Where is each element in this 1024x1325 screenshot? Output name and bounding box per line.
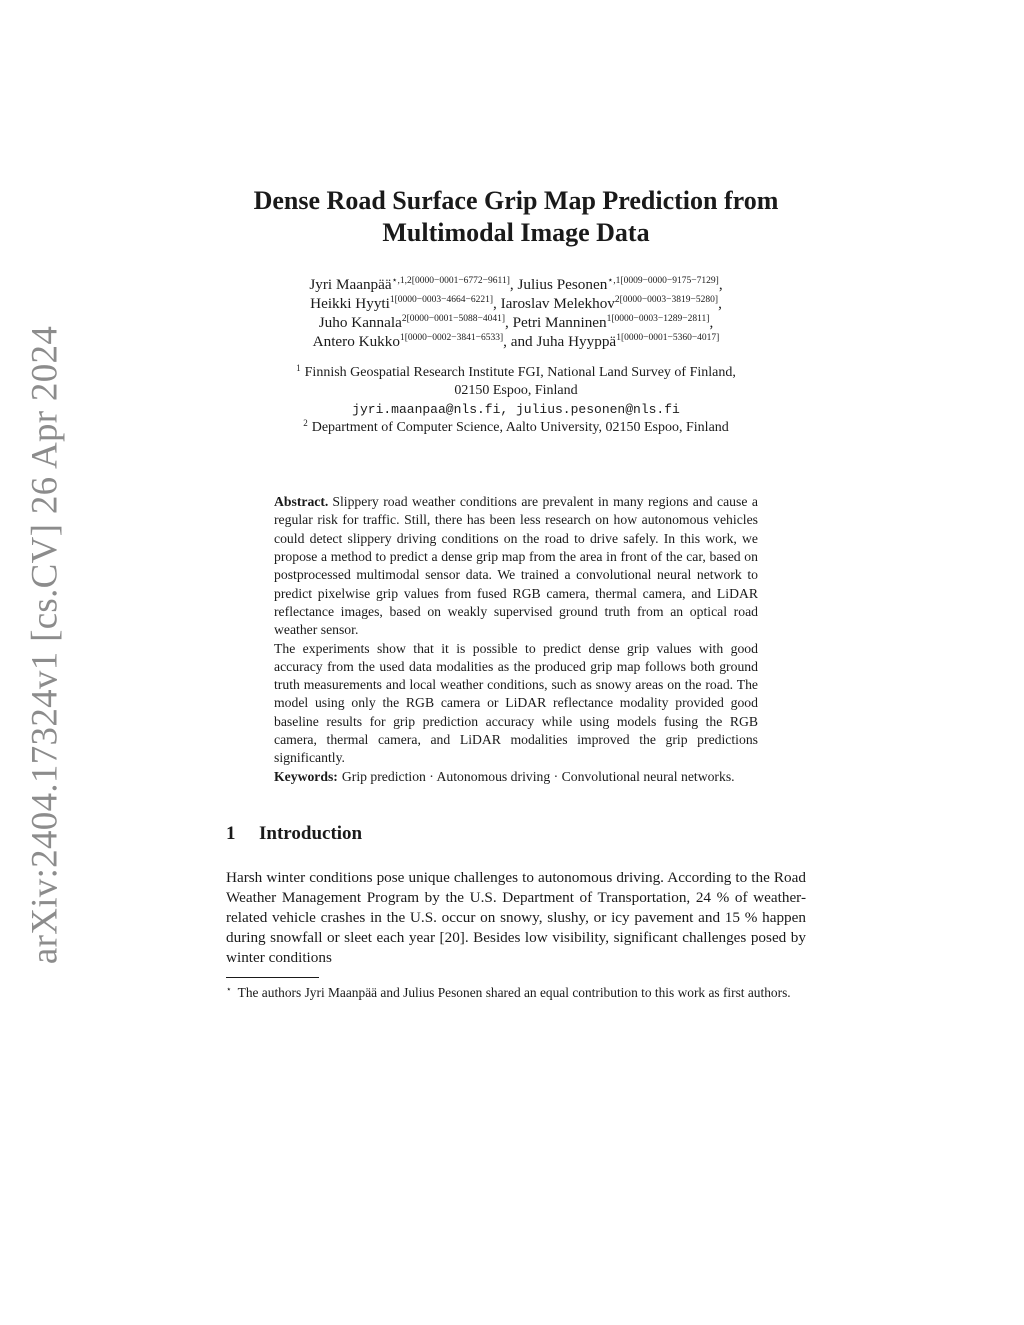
author-name: Antero Kukko [312,333,400,350]
author-name: Juha Hyyppä [536,333,617,350]
author-separator: , and [503,333,537,350]
footnote-divider [226,977,319,978]
footnote-text: The authors Jyri Maanpää and Julius Pesonen shared an equal contribution to this work as first authors. [237,984,791,1000]
author-separator: , [718,295,722,312]
author-name: Petri Manninen [512,314,607,331]
abstract-paragraph-2: The experiments show that it is possible to predict dense grip values with good accuracy from the used data modalities as the produced grip map follows both ground truth measurements and local weather conditions, such as snowy areas on the road. The model using only the RGB camera or LiDAR reflectance modality provided good baseline results for grip prediction accuracy while using models fusing the RGB camera, thermal camera, and LiDAR modalities improved the grip predictions significantly. [274,640,758,766]
author-emails: jyri.maanpaa@nls.fi, julius.pesonen@nls.fi [352,401,680,417]
author-affiliation-orcid: 2[0000−0001−5088−4041] [401,314,505,324]
author-name: Heikki Hyyti [310,295,390,312]
author-name: Iaroslav Melekhov [500,295,615,312]
author-name: Julius Pesonen [517,276,608,293]
abstract-text-1: Slippery road weather conditions are prevalent in many regions and cause a regular risk for traffic. Still, there has been less research on how autonomous vehicles could detect slippery driving conditions on the road to drive safely. In this work, we propose a method to predict a dense grip map from the area in front of the car, based on postprocessed multimodal sensor data. We trained a convolutional neural network to predict pixelwise grip values from fused RGB camera, thermal camera, and LiDAR reflectance images, based on weakly supervised ground truth from an optical road weather sensor. [274,494,758,638]
footnote [226,984,806,1002]
abstract-block [274,493,758,786]
affiliation-2 [226,419,806,437]
author-separator: , [509,276,518,293]
section-number: 1 [226,822,236,844]
footnote-marker: ⋆ [226,983,232,994]
author-name: Jyri Maanpää [309,276,392,293]
author-list [226,275,806,351]
paper-page [226,185,806,1002]
author-affiliation-orcid: 1[0000−0003−4664−6221] [389,295,494,305]
author-separator: , [718,276,723,293]
author-affiliation-orcid: 1[0000−0002−3841−6533] [399,333,504,343]
keywords [274,768,758,786]
author-affiliation-orcid: ⋆,1,2[0000−0001−6772−9611] [391,276,510,286]
affiliations [226,364,806,437]
affiliation-1-line-2: 02150 Espoo, Finland [454,383,578,399]
affiliation-1 [226,364,806,382]
abstract-paragraph-1 [274,493,758,639]
author-name: Juho Kannala [318,314,402,331]
section-heading-introduction [226,822,806,846]
affiliation-marker: 1 [296,363,301,373]
author-affiliation-orcid: 1[0000−0001−5360−4017] [616,333,720,343]
author-separator: , [709,314,714,331]
abstract-label: Abstract. [274,494,329,510]
author-affiliation-orcid: 1[0000−0003−1289−2811] [606,314,710,324]
author-separator: , [493,295,501,312]
author-separator: , [504,314,513,331]
introduction-paragraph: Harsh winter conditions pose unique challenges to autonomous driving. According to the Road Weather Management Program by the U.S. Department of Transportation, 24 % of weather-related vehicle crashes in the U.S. occur on snowy, slushy, or icy pavement and 15 % happen during snowfall or sleet each year [20]. Besides low visibility, significant challenges posed by winter conditions [226,868,806,966]
author-affiliation-orcid: 2[0000−0003−3819−5280] [614,295,719,305]
author-affiliation-orcid: ⋆,1[0009−0000−9175−7129] [607,276,719,286]
keywords-label: Keywords: [274,768,338,784]
affiliation-2-line-1: Department of Computer Science, Aalto University, 02150 Espoo, Finland [311,419,729,435]
affiliation-marker: 2 [303,417,308,428]
affiliation-1-line-1: Finnish Geospatial Research Institute FGI, National Land Survey of Finland, [304,365,736,380]
arxiv-identifier: arXiv:2404.17324v1 [cs.CV] 26 Apr 2024 [24,325,66,965]
section-title: Introduction [259,822,363,844]
keywords-text: Grip prediction · Autonomous driving · Convolutional neural networks. [341,768,735,784]
paper-title: Dense Road Surface Grip Map Prediction from Multimodal Image Data [253,186,779,247]
